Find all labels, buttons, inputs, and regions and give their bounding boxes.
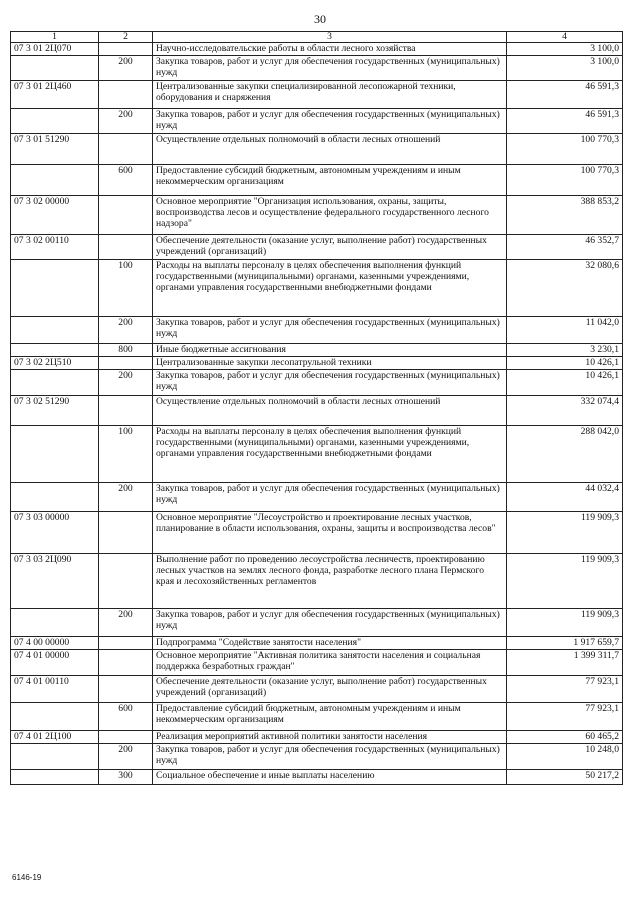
row-expense-type xyxy=(99,396,153,426)
row-expense-type: 100 xyxy=(99,426,153,483)
row-expense-type xyxy=(99,134,153,165)
row-expense-type: 200 xyxy=(99,483,153,512)
row-expense-type: 200 xyxy=(99,317,153,344)
row-code: 07 3 01 2Ц070 xyxy=(11,43,99,56)
row-code: 07 3 02 51290 xyxy=(11,396,99,426)
row-expense-type: 200 xyxy=(99,109,153,134)
row-description: Основное мероприятие "Активная политика занятости населения и социальная поддержка безработных граждан" xyxy=(153,650,507,676)
table-row xyxy=(11,637,623,650)
row-expense-type xyxy=(99,731,153,744)
row-expense-type: 100 xyxy=(99,260,153,317)
row-amount: 50 217,2 xyxy=(507,770,623,785)
table-row xyxy=(11,109,623,134)
row-amount: 10 248,0 xyxy=(507,744,623,770)
table-row xyxy=(11,744,623,770)
table-row xyxy=(11,165,623,196)
table-row xyxy=(11,56,623,81)
row-description: Основное мероприятие "Организация использования, охраны, защиты, воспроизводства лесов и осуществление федерального государственного лесного надзора" xyxy=(153,196,507,235)
row-code xyxy=(11,744,99,770)
row-code xyxy=(11,260,99,317)
table-row xyxy=(11,317,623,344)
row-description: Закупка товаров, работ и услуг для обеспечения государственных (муниципальных) нужд xyxy=(153,744,507,770)
row-code xyxy=(11,344,99,357)
row-code: 07 4 01 00110 xyxy=(11,676,99,703)
row-expense-type xyxy=(99,650,153,676)
row-description: Осуществление отдельных полномочий в области лесных отношений xyxy=(153,396,507,426)
row-description: Расходы на выплаты персоналу в целях обеспечения выполнения функций государственными (муниципальными) органами, казенными учреждениями, органами управления государственными внебюджетными фондами xyxy=(153,260,507,317)
row-expense-type: 200 xyxy=(99,370,153,396)
column-header-2: 2 xyxy=(99,32,153,43)
row-amount: 46 591,3 xyxy=(507,109,623,134)
row-expense-type: 600 xyxy=(99,165,153,196)
row-code: 07 3 01 51290 xyxy=(11,134,99,165)
row-code xyxy=(11,609,99,637)
row-description: Научно-исследовательские работы в области лесного хозяйства xyxy=(153,43,507,56)
table-row xyxy=(11,426,623,483)
row-expense-type xyxy=(99,637,153,650)
row-amount: 10 426,1 xyxy=(507,357,623,370)
row-description: Предоставление субсидий бюджетным, автономным учреждениям и иным некоммерческим организациям xyxy=(153,165,507,196)
row-expense-type: 200 xyxy=(99,56,153,81)
row-amount: 3 100,0 xyxy=(507,43,623,56)
row-description: Осуществление отдельных полномочий в области лесных отношений xyxy=(153,134,507,165)
row-description: Закупка товаров, работ и услуг для обеспечения государственных (муниципальных) нужд xyxy=(153,317,507,344)
row-code: 07 3 02 2Ц510 xyxy=(11,357,99,370)
row-description: Расходы на выплаты персоналу в целях обеспечения выполнения функций государственными (муниципальными) органами, казенными учреждениями, органами управления государственными внебюджетными фондами xyxy=(153,426,507,483)
column-header-3: 3 xyxy=(153,32,507,43)
row-expense-type xyxy=(99,554,153,609)
row-expense-type xyxy=(99,196,153,235)
table-row xyxy=(11,344,623,357)
table-row xyxy=(11,512,623,554)
row-code: 07 3 02 00110 xyxy=(11,235,99,260)
row-expense-type: 600 xyxy=(99,703,153,731)
table-row xyxy=(11,260,623,317)
row-code: 07 3 03 2Ц090 xyxy=(11,554,99,609)
row-expense-type: 200 xyxy=(99,744,153,770)
table-row xyxy=(11,770,623,785)
row-description: Закупка товаров, работ и услуг для обеспечения государственных (муниципальных) нужд xyxy=(153,483,507,512)
row-amount: 119 909,3 xyxy=(507,554,623,609)
row-description: Централизованные закупки специализированной лесопожарной техники, оборудования и снаряжения xyxy=(153,81,507,109)
row-amount: 100 770,3 xyxy=(507,165,623,196)
table-row xyxy=(11,81,623,109)
column-header-4: 4 xyxy=(507,32,623,43)
table-row xyxy=(11,609,623,637)
row-code: 07 3 03 00000 xyxy=(11,512,99,554)
column-header-1: 1 xyxy=(11,32,99,43)
row-amount: 119 909,3 xyxy=(507,609,623,637)
row-amount: 1 399 311,7 xyxy=(507,650,623,676)
row-description: Обеспечение деятельности (оказание услуг, выполнение работ) государственных учреждений (организаций) xyxy=(153,235,507,260)
row-code xyxy=(11,165,99,196)
row-code: 07 4 01 2Ц100 xyxy=(11,731,99,744)
row-amount: 60 465,2 xyxy=(507,731,623,744)
row-code: 07 4 01 00000 xyxy=(11,650,99,676)
table-row xyxy=(11,703,623,731)
row-description: Предоставление субсидий бюджетным, автономным учреждениям и иным некоммерческим организациям xyxy=(153,703,507,731)
row-amount: 1 917 659,7 xyxy=(507,637,623,650)
row-code xyxy=(11,109,99,134)
row-code xyxy=(11,426,99,483)
footer-code: 6146-19 xyxy=(12,873,42,882)
row-amount: 44 032,4 xyxy=(507,483,623,512)
row-description: Социальное обеспечение и иные выплаты населению xyxy=(153,770,507,785)
table-row xyxy=(11,196,623,235)
row-expense-type xyxy=(99,357,153,370)
row-code xyxy=(11,770,99,785)
row-amount: 332 074,4 xyxy=(507,396,623,426)
row-description: Выполнение работ по проведению лесоустройства лесничеств, проектированию лесных участков на землях лесного фонда, разработке лесного плана Пермского края и лесохозяйственных регламентов xyxy=(153,554,507,609)
row-code xyxy=(11,317,99,344)
row-code xyxy=(11,370,99,396)
row-expense-type xyxy=(99,512,153,554)
table-row xyxy=(11,134,623,165)
row-amount: 3 230,1 xyxy=(507,344,623,357)
row-expense-type xyxy=(99,676,153,703)
row-description: Закупка товаров, работ и услуг для обеспечения государственных (муниципальных) нужд xyxy=(153,56,507,81)
table-row xyxy=(11,396,623,426)
row-expense-type: 200 xyxy=(99,609,153,637)
table-row xyxy=(11,235,623,260)
row-code: 07 3 01 2Ц460 xyxy=(11,81,99,109)
table-row xyxy=(11,43,623,56)
table-row xyxy=(11,676,623,703)
row-description: Основное мероприятие "Лесоустройство и проектирование лесных участков, планирование в области использования, охраны, защиты и воспроизводства лесов" xyxy=(153,512,507,554)
row-amount: 77 923,1 xyxy=(507,703,623,731)
row-description: Реализация мероприятий активной политики занятости населения xyxy=(153,731,507,744)
table-row xyxy=(11,357,623,370)
row-expense-type xyxy=(99,235,153,260)
row-code xyxy=(11,56,99,81)
budget-table xyxy=(10,31,623,785)
row-expense-type: 300 xyxy=(99,770,153,785)
row-amount: 32 080,6 xyxy=(507,260,623,317)
row-description: Закупка товаров, работ и услуг для обеспечения государственных (муниципальных) нужд xyxy=(153,370,507,396)
row-code xyxy=(11,483,99,512)
row-amount: 100 770,3 xyxy=(507,134,623,165)
row-description: Закупка товаров, работ и услуг для обеспечения государственных (муниципальных) нужд xyxy=(153,109,507,134)
row-amount: 11 042,0 xyxy=(507,317,623,344)
row-description: Закупка товаров, работ и услуг для обеспечения государственных (муниципальных) нужд xyxy=(153,609,507,637)
row-expense-type xyxy=(99,43,153,56)
row-description: Подпрограмма "Содействие занятости населения" xyxy=(153,637,507,650)
row-amount: 46 591,3 xyxy=(507,81,623,109)
row-amount: 10 426,1 xyxy=(507,370,623,396)
table-header-row xyxy=(11,32,623,43)
row-amount: 388 853,2 xyxy=(507,196,623,235)
row-description: Обеспечение деятельности (оказание услуг, выполнение работ) государственных учреждений (организаций) xyxy=(153,676,507,703)
row-amount: 3 100,0 xyxy=(507,56,623,81)
row-amount: 46 352,7 xyxy=(507,235,623,260)
table-row xyxy=(11,554,623,609)
table-row xyxy=(11,731,623,744)
table-body xyxy=(11,43,623,785)
table-row xyxy=(11,370,623,396)
row-expense-type: 800 xyxy=(99,344,153,357)
row-code: 07 4 00 00000 xyxy=(11,637,99,650)
row-expense-type xyxy=(99,81,153,109)
page-number: 30 xyxy=(314,12,326,26)
row-amount: 119 909,3 xyxy=(507,512,623,554)
row-code: 07 3 02 00000 xyxy=(11,196,99,235)
row-amount: 288 042,0 xyxy=(507,426,623,483)
row-description: Иные бюджетные ассигнования xyxy=(153,344,507,357)
table-row xyxy=(11,483,623,512)
table-row xyxy=(11,650,623,676)
row-amount: 77 923,1 xyxy=(507,676,623,703)
row-code xyxy=(11,703,99,731)
row-description: Централизованные закупки лесопатрульной техники xyxy=(153,357,507,370)
